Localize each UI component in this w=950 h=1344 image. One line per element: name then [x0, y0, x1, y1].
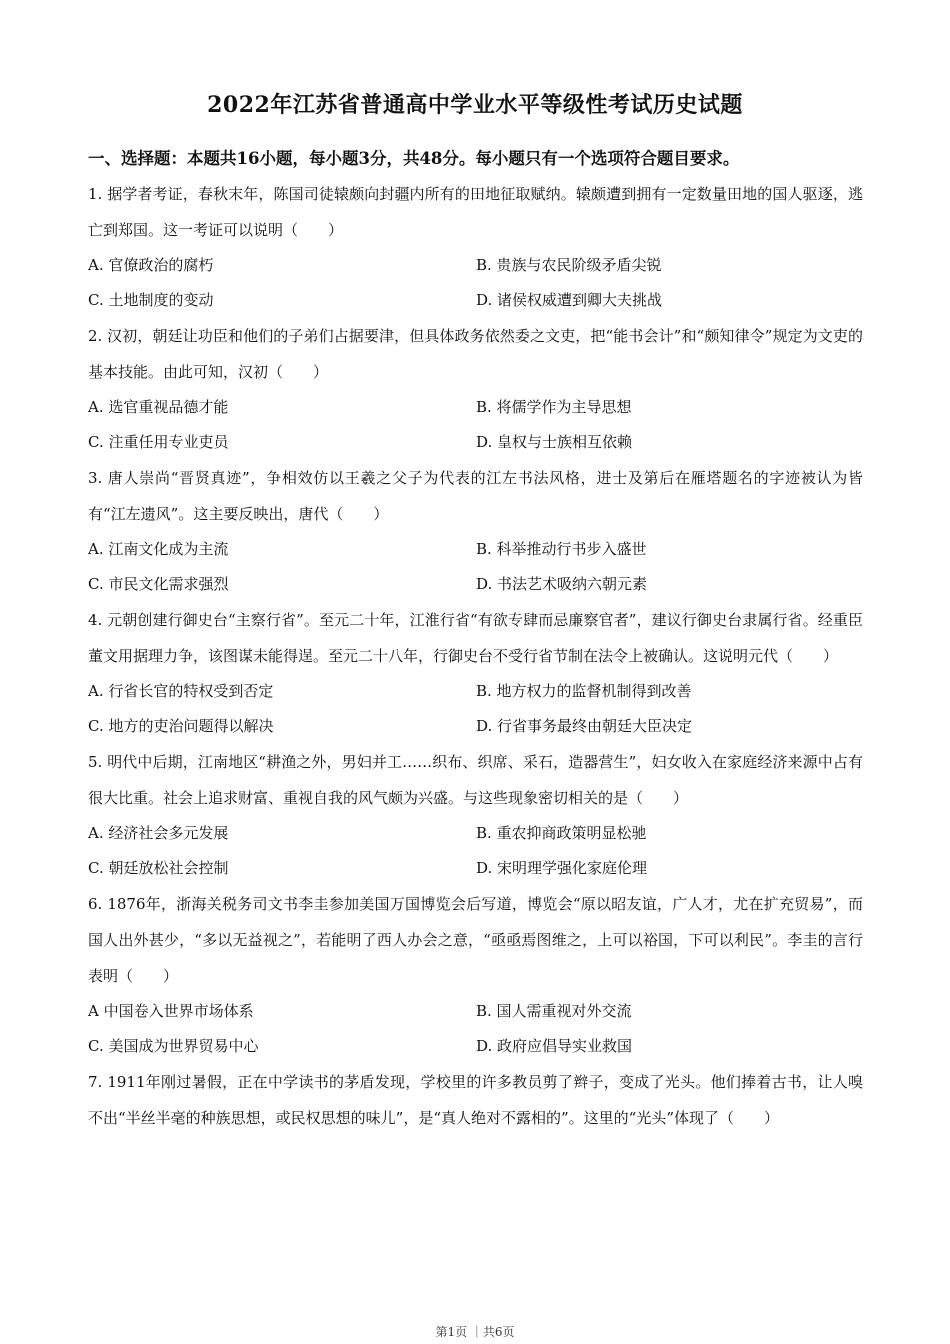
question-stem: 7. 1911年刚过暑假，正在中学读书的茅盾发现，学校里的许多教员剪了辫子，变成了光头。他们捧着古书，让人嗅不出“半丝半毫的种族思想，或民权思想的味儿”，是“真人绝对不露相的”。这里的“光头”体现了（ ） — [88, 1073, 863, 1127]
option-a: A. 行省长官的特权受到否定 — [88, 682, 274, 700]
question-stem: 3. 唐人崇尚“晋贤真迹”，争相效仿以王羲之父子为代表的江左书法风格，进士及第后在雁塔题名的字迹被认为皆有“江左遗风”。这主要反映出，唐代（ ） — [88, 469, 863, 523]
question-stem: 4. 元朝创建行御史台“主察行省”。至元二十年，江淮行省“有欲专肆而忌廉察官者”，建议行御史台隶属行省。经重臣董文用据理力争，该图谋未能得逞。至元二十八年，行御史台不受行省节制在法令上被确认。这说明元代（ ） — [88, 611, 863, 665]
question-stem: 1. 据学者考证，春秋末年，陈国司徒辕颇向封疆内所有的田地征取赋纳。辕颇遭到拥有一定数量田地的国人驱逐，逃亡到郑国。这一考证可以说明（ ） — [88, 185, 863, 239]
option-c: C. 美国成为世界贸易中心 — [88, 1037, 259, 1055]
option-d: D. 诸侯权威遭到卿大夫挑战 — [476, 291, 663, 309]
option-a: A. 选官重视品德才能 — [88, 398, 229, 416]
option-a: A. 官僚政治的腐朽 — [88, 256, 214, 274]
option-grid — [88, 532, 863, 602]
question-2 — [88, 318, 863, 460]
option-a: A. 江南文化成为主流 — [88, 540, 229, 558]
option-c: C. 土地制度的变动 — [88, 291, 214, 309]
section-heading: 一、选择题：本题共16小题，每小题3分，共48分。每小题只有一个选项符合题目要求。 — [88, 149, 740, 168]
option-grid — [88, 390, 863, 460]
option-a: A 中国卷入世界市场体系 — [88, 1002, 254, 1020]
question-stem: 2. 汉初，朝廷让功臣和他们的子弟们占据要津，但具体政务依然委之文吏，把“能书会计”和“颇知律令”规定为文吏的基本技能。由此可知，汉初（ ） — [88, 327, 863, 381]
option-b: B. 贵族与农民阶级矛盾尖锐 — [476, 256, 662, 274]
option-d: D. 皇权与士族相互依赖 — [476, 433, 633, 451]
option-d: D. 宋明理学强化家庭伦理 — [476, 859, 648, 877]
option-b: B. 国人需重视对外交流 — [476, 1002, 632, 1020]
option-b: B. 地方权力的监督机制得到改善 — [476, 682, 692, 700]
option-grid — [88, 816, 863, 886]
question-stem: 6. 1876年，浙海关税务司文书李圭参加美国万国博览会后写道，博览会“原以昭友谊，广人才，尤在扩充贸易”，而国人出外甚少，“多以无益视之”，若能明了西人办会之意，“亟亟焉图维之，上可以裕国，下可以利民”。李圭的言行表明（ ） — [88, 895, 863, 985]
option-grid — [88, 994, 863, 1064]
question-3 — [88, 460, 863, 602]
option-b: B. 将儒学作为主导思想 — [476, 398, 632, 416]
option-c: C. 市民文化需求强烈 — [88, 575, 229, 593]
option-b: B. 科举推动行书步入盛世 — [476, 540, 647, 558]
option-d: D. 行省事务最终由朝廷大臣决定 — [476, 717, 693, 735]
option-d: D. 政府应倡导实业救国 — [476, 1037, 633, 1055]
question-5 — [88, 744, 863, 886]
question-7 — [88, 1064, 863, 1136]
option-c: C. 朝廷放松社会控制 — [88, 859, 229, 877]
question-stem: 5. 明代中后期，江南地区“耕渔之外，男妇并工……织布、织席、采石，造器营生”，妇女收入在家庭经济来源中占有很大比重。社会上追求财富、重视自我的风气颇为兴盛。与这些现象密切相关的是（ ） — [88, 753, 863, 807]
page-footer: 第1页 ｜共6页 — [435, 1325, 515, 1339]
option-grid — [88, 248, 863, 318]
option-d: D. 书法艺术吸纳六朝元素 — [476, 575, 648, 593]
page-title: 2022年江苏省普通高中学业水平等级性考试历史试题 — [207, 92, 743, 118]
option-grid — [88, 674, 863, 744]
option-c: C. 地方的吏治问题得以解决 — [88, 717, 274, 735]
option-a: A. 经济社会多元发展 — [88, 824, 229, 842]
question-6 — [88, 886, 863, 1064]
question-4 — [88, 602, 863, 744]
option-c: C. 注重任用专业吏员 — [88, 433, 229, 451]
option-b: B. 重农抑商政策明显松驰 — [476, 824, 647, 842]
question-list — [88, 176, 863, 1136]
question-1 — [88, 176, 863, 318]
